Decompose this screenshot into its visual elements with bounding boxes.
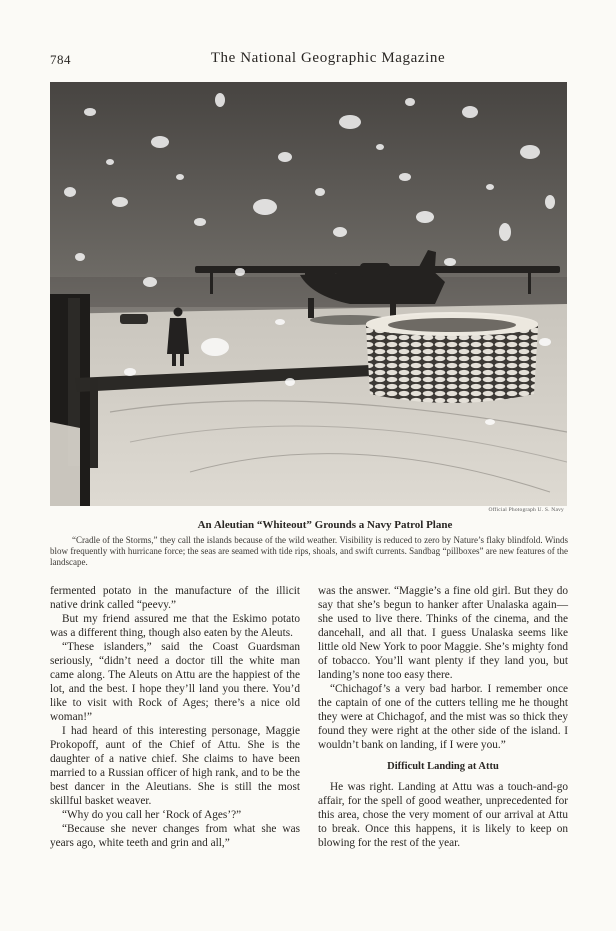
photo-patrol-plane-in-snowstorm bbox=[50, 82, 567, 506]
paragraph: “Why do you call her ‘Rock of Ages’?” bbox=[62, 809, 242, 821]
paragraph: fermented potato in the manufacture of the illicit native drink called “peevy.” bbox=[50, 585, 300, 611]
left-column bbox=[50, 584, 300, 850]
paragraph: “Chichagof’s a very bad harbor. I remember once the captain of one of the cutters telling me he thought they were at Chichagof, and the mist was so thick they found they were right at the other side of the island. I wouldn’t bank on landing, if I were you.” bbox=[318, 683, 568, 751]
section-subheading: Difficult Landing at Attu bbox=[387, 761, 499, 772]
right-column bbox=[318, 584, 568, 850]
caption-title: An Aleutian “Whiteout” Grounds a Navy Patrol Plane bbox=[197, 519, 453, 531]
paragraph: He was right. Landing at Attu was a touch-and-go affair, for the spell of good weather, unprecedented for this area, chose the very moment of our arrival at Attu to break. Once this happens, it is likely to keep on blowing for the rest of the year. bbox=[318, 781, 568, 849]
paragraph: “These islanders,” said the Coast Guardsman seriously, “didn’t need a doctor till the white man came along. The Aleuts on Attu are the happiest of the lot, and the best. I hope they’ll land you there. You’d like to visit with Rock of Ages; there’s a nice old woman!” bbox=[50, 641, 300, 723]
page-number: 784 bbox=[50, 52, 71, 67]
paragraph: “Because she never changes from what she was years ago, white teeth and grin and all,” bbox=[50, 823, 300, 849]
photo-credit: Official Photograph U. S. Navy bbox=[488, 507, 564, 513]
paragraph: was the answer. “Maggie’s a fine old girl. But they do say that she’s begun to hanker after Unalaska again—she used to live there. Thinks of the cinema, and the dancehall, and all that. I guess Unalaska seems like little old New York to poor Maggie. She’s mighty fond of tobacco. You’ll want plenty if they land you, but landing’s none too easy there. bbox=[318, 585, 568, 681]
paragraph: But my friend assured me that the Eskimo potato was a different thing, though also eaten by the Aleuts. bbox=[50, 613, 300, 639]
paragraph: I had heard of this interesting personage, Maggie Prokopoff, aunt of the Chief of Attu. She is the daughter of a native chief. She claims to have been married to a Russian officer of high rank, and to be the best dancer in the Aleutians. She is still the most skillful basket weaver. bbox=[50, 725, 300, 807]
caption-body: “Cradle of the Storms,” they call the islands because of the wild weather. Visibility is reduced to zero by Nature’s flaky blindfold. Winds blow frequently with hurricane force; the seas are seamed with tide rips, shoals, and swift currents. Sandbag “pillboxes” are new features of the landscape. bbox=[50, 535, 568, 567]
magazine-title: The National Geographic Magazine bbox=[210, 50, 446, 66]
